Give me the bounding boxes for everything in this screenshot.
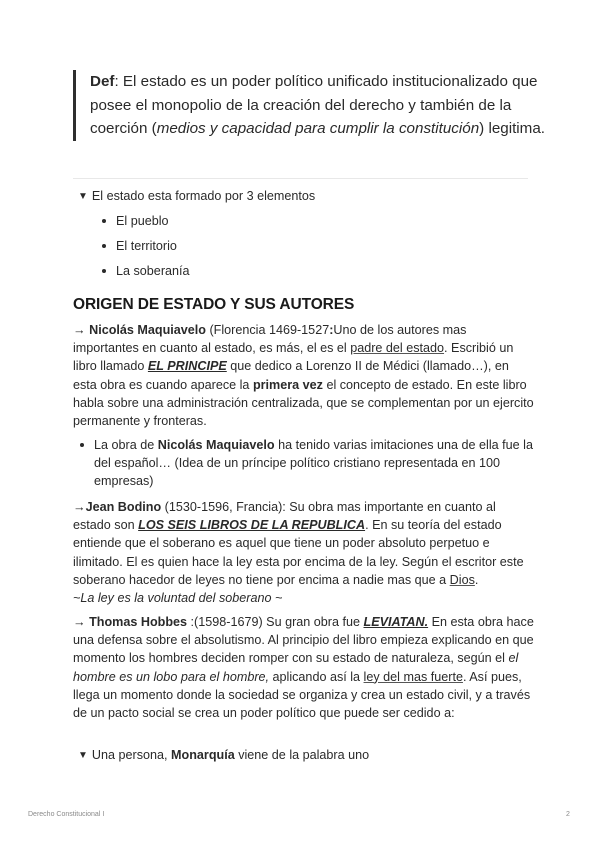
list-item-maquiavelo <box>78 436 546 491</box>
list-item: El territorio <box>100 238 190 263</box>
underlined-text: padre del estado <box>350 341 445 356</box>
paragraph-bodino <box>73 498 535 607</box>
text: . <box>474 572 479 587</box>
text: el concepto de estado. En este libro habla sobre una administración centralizada, que se complementan por un ejercito permanente y fronteras. <box>73 377 534 429</box>
underlined-text: Dios <box>449 572 475 587</box>
list-item: El pueblo <box>100 213 190 238</box>
paragraph-maquiavelo <box>73 321 535 430</box>
text: Uno de los autores mas importantes en cuanto al estado, es más, el es el <box>73 323 467 356</box>
author-name: Nicolás Maquiavelo <box>89 323 206 337</box>
list-item: La soberanía <box>100 263 190 288</box>
text: viene de la palabra uno <box>234 748 370 762</box>
author-name: Nicolás Maquiavelo <box>157 438 275 452</box>
footer-title: Derecho Constitucional I <box>28 811 105 818</box>
definition-italic: medios y capacidad para cumplir la constitución <box>156 120 480 137</box>
arrow-icon: → <box>73 500 86 514</box>
toggle-persona[interactable] <box>78 747 369 764</box>
text: . Escribió un libro llamado <box>73 341 514 374</box>
text: (1530-1596, Francia): Su obra mas importante en cuanto al estado son <box>73 500 496 533</box>
quote-text: ~La ley es la voluntad del soberano ~ <box>73 591 283 606</box>
book-title: LEVIATAN. <box>363 615 429 629</box>
book-title: EL PRINCIPE <box>147 359 227 374</box>
arrow-icon: → <box>73 323 90 337</box>
underlined-text: ley del mas fuerte <box>363 669 463 684</box>
author-name: Thomas Hobbes <box>89 615 188 629</box>
definition-text-end: ) legitima. <box>479 120 546 137</box>
italic-text: el hombre es un lobo para el hombre, <box>73 651 519 684</box>
bold-text: primera vez <box>252 377 323 392</box>
text: . En su teoría del estado entiende que el soberano es aquel que tiene un poder absoluto perpetuo e ilimitado. El es quien hace la ley esta por encima de la ley. Según el escritor este soberano hacedor de leyes no tiene por encima a nadie mas que a <box>73 518 524 587</box>
text: ha tenido varias imitaciones una de ella fue la del español… (Idea de un príncipe político cristiano representada en 100 empresas) <box>94 438 533 489</box>
definition-quote <box>73 70 550 141</box>
divider <box>73 178 528 179</box>
text: :(1598-1679) Su gran obra fue <box>187 615 364 629</box>
elements-list <box>100 213 190 288</box>
text: . Así pues, llega un momento donde la sociedad se organiza y crea un estado civil, y a través de un pacto social se crea un poder político que puede ser cedido a: <box>73 669 531 721</box>
text: que dedico a Lorenzo II de Médici (llamado…), en esta obra es cuando aparece la <box>73 359 509 392</box>
toggle-label: El estado esta formado por 3 elementos <box>91 189 316 203</box>
arrow-icon: → <box>73 615 90 629</box>
text: En esta obra hace una defensa sobre el absolutismo. Al principio del libro empieza explicando en que momento los hombres deciden romper con su estado de naturaleza, según el <box>73 615 534 666</box>
text: aplicando así la <box>269 669 364 684</box>
text: Una persona, <box>91 748 172 762</box>
text: (Florencia 1469-1527 <box>205 323 330 337</box>
page-number: 2 <box>566 811 570 818</box>
book-title: LOS SEIS LIBROS DE LA REPUBLICA <box>138 518 366 533</box>
author-name: Jean Bodino <box>85 500 162 514</box>
text: La obra de <box>94 438 158 452</box>
paragraph-hobbes <box>73 613 535 722</box>
definition-label: Def <box>90 73 115 90</box>
section-heading: ORIGEN DE ESTADO Y SUS AUTORES <box>73 296 355 313</box>
definition-text: : El estado es un poder político unificado institucionalizado que posee el monopolio de la creación del derecho y también de la coerción ( <box>90 73 538 137</box>
bold-text: Monarquía <box>171 748 235 762</box>
toggle-elementos[interactable] <box>78 188 315 205</box>
toggle-triangle-icon[interactable]: ▼ <box>78 750 88 761</box>
toggle-triangle-icon[interactable]: ▼ <box>78 191 88 202</box>
text: : <box>329 323 334 337</box>
